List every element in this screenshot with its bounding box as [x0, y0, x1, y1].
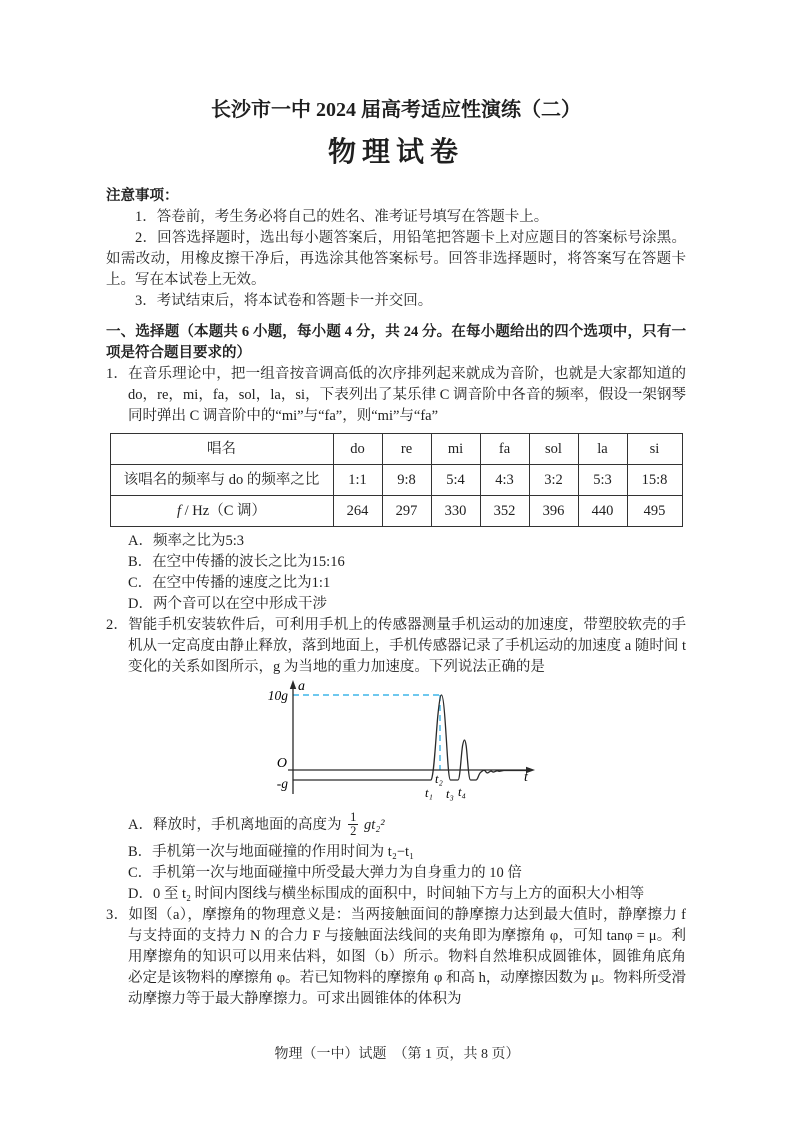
q2-option-a-text: A．释放时，手机离地面的高度为: [128, 817, 342, 833]
question-1-stem: 1．在音乐理论中，把一组音按音调高低的次序排列起来就成为音阶，也就是大家都知道的do，re，mi，fa，sol，la，si，下表列出了某乐律 C 调音阶中各音的频率，假设一架钢琴同时弹出 C 调音阶中的“mi”与“fa”，则“mi”与“fa”: [106, 366, 686, 424]
fraction-one-half: [348, 811, 358, 838]
table-cell: 1:1: [333, 465, 382, 496]
solfege-frequency-table: [110, 433, 683, 527]
table-header-row: [110, 434, 682, 465]
y-max-label: 10g: [267, 688, 288, 703]
table-cell: 9:8: [382, 465, 431, 496]
table-cell: 264: [333, 496, 382, 527]
table-cell: 495: [627, 496, 682, 527]
table-cell: do: [333, 434, 382, 465]
acceleration-time-graph: [248, 678, 686, 808]
y-min-label: -g: [276, 776, 288, 791]
notice-heading: 注意事项：: [106, 188, 179, 204]
table-cell: 396: [529, 496, 578, 527]
table-cell: la: [578, 434, 627, 465]
fraction-numerator: 1: [350, 810, 357, 825]
t3-tick-label: t₃: [446, 787, 454, 801]
table-cell: 352: [480, 496, 529, 527]
exam-title: 长沙市一中 2024 届高考适应性演练（二）: [211, 99, 581, 121]
f-symbol: f: [176, 502, 182, 519]
origin-label: O: [276, 756, 287, 771]
x-axis-label: t: [524, 770, 528, 785]
table-cell: fa: [480, 434, 529, 465]
graph-curve: [293, 695, 526, 780]
table-cell: 5:4: [431, 465, 480, 496]
table-cell: sol: [529, 434, 578, 465]
q2-option-c: C．手机第一次与地面碰撞中所受最大弹力为自身重力的 10 倍: [128, 865, 522, 881]
table-cell: 5:3: [578, 465, 627, 496]
section-1-heading: 一、选择题（本题共 6 小题，每小题 4 分，共 24 分。在每小题给出的四个选项中，只有一项是符合题目要求的）: [106, 324, 686, 361]
q2-option-d: D．0 至 t₂ 时间内图线与横坐标围成的面积中，时间轴下方与上方的面积大小相等: [128, 886, 645, 902]
a-t-graph-svg: [248, 678, 548, 808]
table-cell: 4:3: [480, 465, 529, 496]
table-cell: 440: [578, 496, 627, 527]
y-axis-label: a: [298, 679, 305, 694]
q1-option-a: A．频率之比为5:3: [128, 533, 244, 549]
paper-subject-title: 物理试卷: [327, 137, 464, 168]
t2-tick-label: t₂: [435, 772, 443, 786]
table-cell: 唱名: [110, 434, 333, 465]
table-cell: 3:2: [529, 465, 578, 496]
table-row-ratio: [110, 465, 682, 496]
page-footer: 物理（一中）试题 （第 1 页，共 8 页）: [274, 1047, 520, 1062]
table-row-frequency: [110, 496, 682, 527]
t1-tick-label: t₁: [425, 786, 433, 800]
q1-option-b: B．在空中传播的波长之比为15:16: [128, 554, 345, 570]
table-cell: 15:8: [627, 465, 682, 496]
q2-option-a: [106, 808, 686, 842]
q1-option-c: C．在空中传播的速度之比为1:1: [128, 575, 331, 591]
table-cell: 该唱名的频率与 do 的频率之比: [110, 465, 333, 496]
q2-option-a-formula: gt₂²: [363, 817, 385, 833]
question-3-stem: 3．如图（a），摩擦角的物理意义是：当两接触面间的静摩擦力达到最大值时，静摩擦力 f 与支持面的支持力 N 的合力 F 与接触面法线间的夹角即为摩擦角 φ，可知 tanφ = μ。利用摩擦角的知识可以用来估料，如图（b）所示。物料自然堆积成圆锥体，圆锥角底角必定是该物料的摩擦角 φ。若已知物料的摩擦角 φ 和高 h，动摩擦因数为 μ。物料所受滑动摩擦力等于最大静摩擦力。可求出圆锥体的体积为: [106, 907, 686, 1007]
table-cell: mi: [431, 434, 480, 465]
table-cell: re: [382, 434, 431, 465]
table-cell: 297: [382, 496, 431, 527]
table-cell: 330: [431, 496, 480, 527]
notice-item-2: 2．回答选择题时，选出每小题答案后，用铅笔把答题卡上对应题目的答案标号涂黑。如需改动，用橡皮擦干净后，再选涂其他答案标号。回答非选择题时，将答案写在答题卡上。写在本试卷上无效。: [106, 230, 686, 288]
notice-item-3: 3．考试结束后，将本试卷和答题卡一并交回。: [135, 293, 433, 309]
frequency-unit-label: / Hz（C 调）: [181, 502, 266, 519]
q2-option-b: B．手机第一次与地面碰撞的作用时间为 t₂−t₁: [128, 844, 415, 860]
y-axis-arrow: [290, 680, 296, 689]
t4-tick-label: t₄: [458, 785, 466, 799]
table-cell: si: [627, 434, 682, 465]
notice-item-1: 1．答卷前，考生务必将自己的姓名、准考证号填写在答题卡上。: [135, 209, 549, 225]
table-cell: [110, 496, 333, 527]
q1-option-d: D．两个音可以在空中形成干涉: [128, 596, 327, 612]
question-2-stem: 2．智能手机安装软件后，可利用手机上的传感器测量手机运动的加速度，带塑胶软壳的手机从一定高度由静止释放，落到地面上，手机传感器记录了手机运动的加速度 a 随时间 t 变化的关系如图所示，g 为当地的重力加速度。下列说法正确的是: [106, 617, 686, 675]
fraction-denominator: 2: [350, 824, 357, 839]
